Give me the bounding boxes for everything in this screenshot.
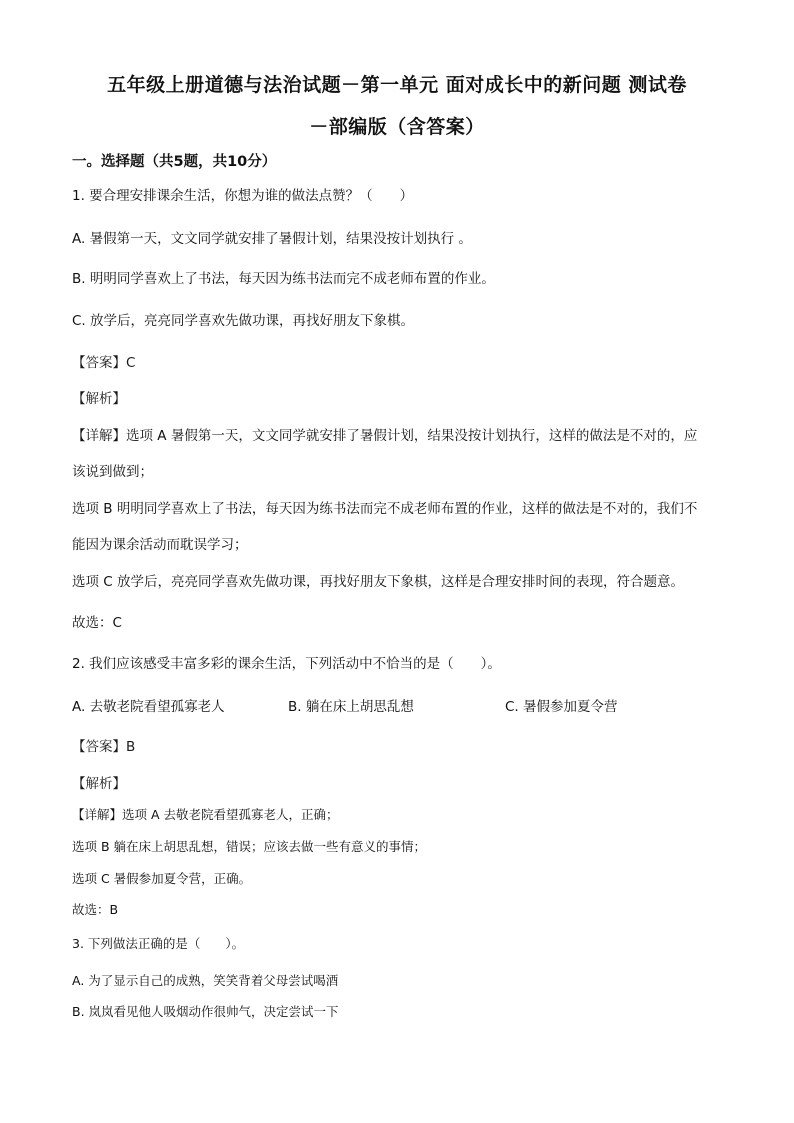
q1-analysis-label: 【解析】 — [72, 391, 126, 407]
q2-detail-line: 【详解】选项 A 去敬老院看望孤寡老人，正确； — [72, 807, 339, 822]
q1-detail-line: 该说到做到； — [72, 464, 153, 480]
q2-option-a: A. 去敬老院看望孤寡老人 — [72, 699, 225, 715]
q2-option-c: C. 暑假参加夏令营 — [505, 699, 618, 715]
q1-detail-line: 选项 C 放学后，亮亮同学喜欢先做功课，再找好朋友下象棋，这样是合理安排时间的表现，符合题意。 — [72, 574, 685, 590]
q1-option-b: B. 明明同学喜欢上了书法，每天因为练书法而完不成老师布置的作业。 — [72, 271, 495, 287]
q1-detail-line: 【详解】选项 A 暑假第一天，文文同学就安排了暑假计划，结果没按计划执行，这样的做法是不对的，应 — [72, 428, 698, 444]
q3-option-b: B. 岚岚看见他人吸烟动作很帅气，决定尝试一下 — [72, 1004, 339, 1019]
section-heading: 一。选择题（共5题，共10分） — [72, 154, 277, 170]
q2-option-b: B. 躺在床上胡思乱想 — [288, 699, 414, 715]
q2-detail-line: 选项 C 暑假参加夏令营，正确。 — [72, 871, 252, 886]
q1-detail-line: 选项 B 明明同学喜欢上了书法，每天因为练书法而完不成老师布置的作业，这样的做法是不对的，我们不 — [72, 501, 698, 517]
q1-answer: 【答案】C — [72, 355, 136, 371]
q2-detail-line: 选项 B 躺在床上胡思乱想，错误；应该去做一些有意义的事情； — [72, 839, 427, 854]
q2-analysis-label: 【解析】 — [72, 776, 126, 792]
q3-question: 3. 下列做法正确的是（ ）。 — [72, 936, 245, 951]
q2-answer: 【答案】B — [72, 739, 136, 755]
document-title-line-2: －部编版（含答案） — [309, 116, 485, 138]
q1-option-a: A. 暑假第一天，文文同学就安排了暑假计划，结果没按计划执行 。 — [72, 231, 472, 247]
q1-question: 1. 要合理安排课余生活，你想为谁的做法点赞？（ ） — [72, 188, 414, 204]
q1-option-c: C. 放学后，亮亮同学喜欢先做功课，再找好朋友下象棋。 — [72, 313, 415, 329]
document-title-line-1: 五年级上册道德与法治试题－第一单元 面对成长中的新问题 测试卷 — [107, 74, 687, 96]
q3-option-a: A. 为了显示自己的成熟，笑笑背着父母尝试喝酒 — [72, 973, 339, 988]
q1-detail-line: 能因为课余活动而耽误学习； — [72, 537, 248, 553]
q2-question: 2. 我们应该感受丰富多彩的课余生活，下列活动中不恰当的是（ ）。 — [72, 656, 501, 672]
q1-conclusion: 故选：C — [72, 615, 122, 631]
q2-conclusion: 故选：B — [72, 902, 119, 917]
